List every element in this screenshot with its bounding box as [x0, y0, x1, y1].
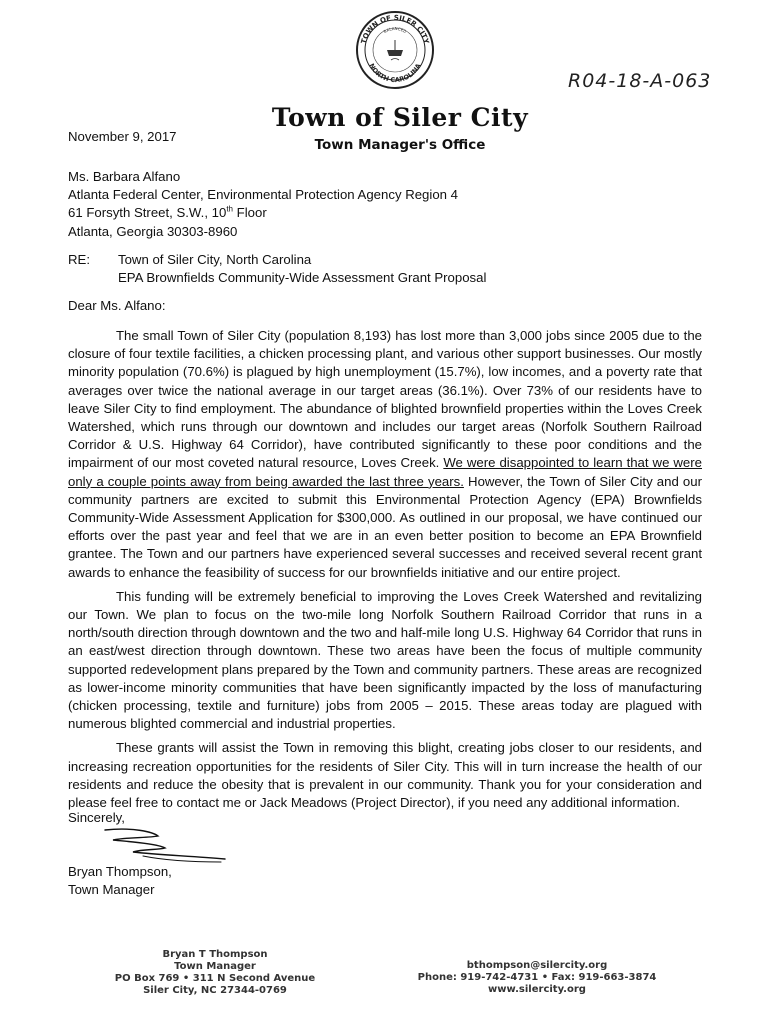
footer-contact-right [412, 960, 662, 996]
recipient-line3: Atlanta, Georgia 30303-8960 [68, 223, 238, 239]
subject-label: RE: [68, 252, 90, 267]
footer-phone-fax: Phone: 919-742-4731 • Fax: 919-663-3874 [417, 972, 657, 983]
recipient-name: Ms. Barbara Alfano [68, 169, 181, 184]
town-seal [355, 10, 435, 90]
signer [68, 863, 172, 899]
recipient-line1: Atlanta Federal Center, Environmental Protection Agency Region 4 [68, 187, 458, 203]
footer-address: PO Box 769 • 311 N Second Avenue [114, 973, 316, 984]
body-paragraph-3: These grants will assist the Town in removing this blight, creating jobs closer to our residents, and increasing recreation opportunities for the residents of Siler City. This will in turn increase the health of our residents and reduce the obesity that is prevalent in our community. Thank you for your consideration and please feel free to contact me or Jack Meadows (Project Director), if you need any additional information. [68, 740, 702, 811]
footer-website: www.silercity.org [488, 984, 586, 995]
body-paragraph-1-part-a: The small Town of Siler City (population 8,193) has lost more than 3,000 jobs since 2005 due to the closure of four textile facilities, a chicken processing plant, and various other support businesses. Our mostly minority population (70.6%) is plagued by high unemployment (15.7%), low incomes, and a poverty rate that averages over twice the national average in our target areas (36.1%). Over 73% of our residents have to leave Siler City to find employment. The abundance of blighted brownfield properties within the Loves Creek Watershed, which runs through our downtown and includes our target areas (Norfolk Southern Railroad Corridor & U.S. Highway 64 Corridor), have contributed significantly to these poor conditions and the impairment of our most coveted natural resource, Loves Creek. [68, 328, 702, 471]
org-name: Town of Siler City [271, 103, 529, 132]
signer-name: Bryan Thompson, [68, 864, 172, 879]
salutation: Dear Ms. Alfano: [68, 298, 166, 313]
letter-body [68, 327, 702, 818]
seal-text-inner: BALANCED [382, 25, 408, 35]
body-paragraph-1 [68, 327, 702, 582]
footer-city: Siler City, NC 27344-0769 [143, 985, 287, 996]
svg-text:NORTH CAROLINA [367, 62, 422, 84]
recipient-line2-floor: Floor [233, 205, 267, 221]
handwritten-reference-number: R04-18-A-063 [568, 70, 712, 92]
footer-title: Town Manager [174, 961, 256, 972]
footer-email: bthompson@silercity.org [466, 960, 608, 971]
body-paragraph-1-part-b: However, the Town of Siler City and our community partners are excited to submit this Environmental Protection Agency (EPA) Brownfields Community-Wide Assessment Application for $300,000. As outlined in our proposal, we have continued our efforts over the past year and feel that we are in an even better position to become an EPA Brownfield grantee. The Town and our partners have experienced several successes and received several recent grant awards to enhance the feasibility of success for our brownfields initiative and our entire project. [68, 473, 702, 580]
subject-line2: EPA Brownfields Community-Wide Assessment Grant Proposal [118, 270, 487, 286]
subject-line1: Town of Siler City, North Carolina [118, 252, 312, 267]
recipient-line2 [68, 204, 458, 222]
recipient-line2-street: 61 Forsyth Street, S.W., 10 [68, 205, 227, 221]
seal-emblem-icon [387, 50, 403, 56]
svg-text:BALANCED [383, 26, 408, 34]
body-paragraph-2: This funding will be extremely beneficial to improving the Loves Creek Watershed and revitalizing our Town. We plan to focus on the two-mile long Norfolk Southern Railroad Corridor that runs in a north/south direction through downtown and the two and half-mile long U.S. Highway 64 Corridor that runs in an east/west direction through downtown. These two areas have been the focus of multiple community supported redevelopment plans prepared by the Town and community partners. These areas are recognized as lower-income minority communities that have been significantly impacted by the loss of manufacturing (chicken processing, textile and furniture) jobs from 2005 – 2015. These areas today are plagued with numerous blighted commercial and industrial properties. [68, 588, 702, 732]
recipient-line2-sup: th [226, 205, 233, 215]
letter-date: November 9, 2017 [68, 129, 177, 144]
seal-text-top: TOWN OF SILER CITY [359, 13, 431, 45]
footer-contact-left [110, 949, 320, 997]
office-name: Town Manager's Office [314, 137, 486, 153]
recipient-address [68, 168, 458, 241]
signature [103, 822, 228, 867]
closing: Sincerely, [68, 810, 125, 825]
body-paragraph-1-underlined: We were disappointed to learn that we were only a couple points away from being awarded the last three years. [68, 455, 702, 489]
seal-text-bottom: NORTH CAROLINA [367, 62, 423, 85]
signer-title: Town Manager [68, 882, 155, 898]
footer-name: Bryan T Thompson [162, 949, 268, 960]
